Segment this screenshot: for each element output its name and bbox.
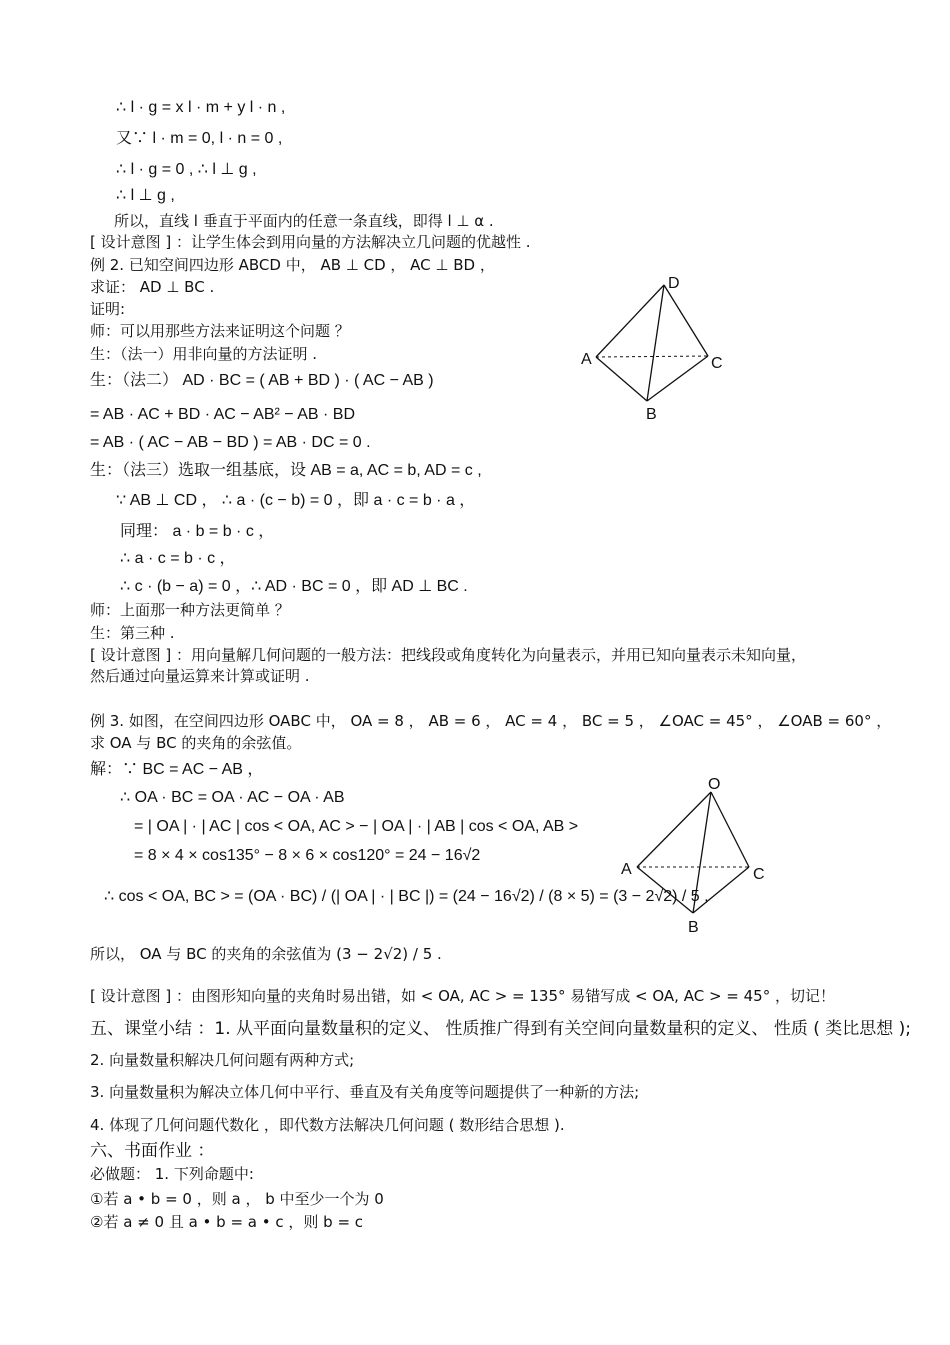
list-item: ①若 a • b = 0 ，则 a ， b 中至少一个为 0 [90, 1190, 384, 1208]
design-intent-note: [ 设计意图 ] ：用向量解几何问题的一般方法：把线段或角度转化为向量表示，并用已知向量表示未知向量， [90, 646, 807, 664]
text-line: = | OA | · | AC | cos < OA, AC > − | OA | · | AB | cos < OA, AB > [134, 818, 579, 835]
edge-ac-hidden [596, 356, 708, 357]
edge-ob [693, 792, 711, 913]
tetrahedron-figure-abcd [570, 268, 740, 428]
vertex-label-a: A [581, 351, 592, 368]
text-line: 生：（法三）选取一组基底，设 AB = a, AC = b, AD = c , [90, 462, 482, 479]
text-line: 师：上面那一种方法更简单 ？ [90, 601, 290, 619]
vertex-label-a: A [621, 861, 632, 878]
text-line: 生：（法二） AD · BC = ( AB + BD ) · ( AC − AB ) [90, 372, 434, 389]
text-line: 4. 体现了几何问题代数化 ，即代数方法解决几何问题 ( 数形结合思想 ). [90, 1116, 565, 1134]
text-line: = AB · ( AC − AB − BD ) = AB · DC = 0 . [90, 434, 371, 451]
vertex-label-b: B [646, 406, 657, 423]
text-line: ∴ a · c = b · c ， [120, 550, 236, 567]
text-line: 师：可以用那些方法来证明这个问题 ？ [90, 322, 350, 340]
text-line: = 8 × 4 × cos135° − 8 × 6 × cos120° = 24 − 16√2 [134, 847, 481, 864]
text-line: 又∵ l · m = 0, l · n = 0 , [116, 130, 283, 147]
text-line: 求 OA 与 BC 的夹角的余弦值。 [90, 734, 302, 752]
vertex-label-c: C [753, 866, 765, 883]
tetrahedron-figure-oabc [615, 770, 785, 940]
list-item: ②若 a ≠ 0 且 a • b = a • c ，则 b = c [90, 1213, 364, 1231]
text-line: ∵ AB ⊥ CD ， ∴ a · (c − b) = 0 ，即 a · c = b · a ， [116, 492, 476, 509]
edge-ab [637, 867, 693, 913]
edge-oa [637, 792, 711, 867]
edge-oc [711, 792, 749, 867]
edge-db [647, 285, 664, 401]
text-line: ∴ OA · BC = OA · AC − OA · AB [120, 789, 345, 806]
edge-cb [693, 867, 749, 913]
text-line: 2. 向量数量积解决几何问题有两种方式; [90, 1051, 355, 1069]
text-line: 3. 向量数量积为解决立体几何中平行、垂直及有关角度等问题提供了一种新的方法; [90, 1083, 640, 1101]
edge-cb [647, 356, 708, 401]
text-line: ∴ l · g = 0 , ∴ l ⊥ g , [116, 161, 257, 178]
vertex-label-o: O [708, 776, 721, 793]
text-line: 解：∵ BC = AC − AB ， [90, 761, 264, 778]
example-2-statement: 例 2. 已知空间四边形 ABCD 中， AB ⊥ CD ， AC ⊥ BD ， [90, 256, 495, 274]
design-intent-note: [ 设计意图 ] ：由图形知向量的夹角时易出错，如 < OA, AC > = 135° 易错写成 < OA, AC > = 45° ，切记！ [90, 987, 835, 1005]
text-line: = AB · AC + BD · AC − AB² − AB · BD [90, 406, 355, 423]
text-line: 生：第三种 . [90, 624, 175, 642]
text-line: 同理： a · b = b · c ， [120, 523, 275, 540]
text-line: ∴ cos < OA, BC > = (OA · BC) / (| OA | · | BC |) = (24 − 16√2) / (8 × 5) = (3 − 2√2) / 5 , [104, 888, 709, 905]
example-3-statement: 例 3. 如图，在空间四边形 OABC 中， OA = 8 ， AB = 6 ， AC = 4 ， BC = 5 ， ∠OAC = 45° ， ∠OAB = 60° ， [90, 712, 892, 730]
design-intent-note: [ 设计意图 ] ：让学生体会到用向量的方法解决立几问题的优越性 . [90, 233, 531, 251]
text-line: 证明: [90, 300, 126, 318]
vertex-label-b: B [688, 919, 699, 936]
text-line: 然后通过向量运算来计算或证明 . [90, 667, 310, 685]
edge-ab [596, 357, 647, 401]
text-line: ∴ l · g = x l · m + y l · n , [116, 99, 286, 116]
text-line: 求证： AD ⊥ BC . [90, 278, 215, 296]
section-homework-heading: 六、书面作业 ： [90, 1141, 215, 1161]
vertex-label-d: D [668, 275, 680, 292]
text-line: 所以，直线 l 垂直于平面内的任意一条直线，即得 l ⊥ α . [114, 212, 494, 230]
text-line: ∴ l ⊥ g , [116, 187, 175, 204]
edge-da [596, 285, 664, 357]
vertex-label-c: C [711, 355, 723, 372]
text-line: 生：（法一）用非向量的方法证明 . [90, 345, 318, 363]
text-line: 所以， OA 与 BC 的夹角的余弦值为 (3 − 2√2) / 5 . [90, 945, 442, 963]
text-line: 必做题： 1. 下列命题中: [90, 1165, 254, 1183]
section-summary-heading: 五、课堂小结 ：1. 从平面向量数量积的定义、 性质推广得到有关空间向量数量积的定义、 性质 ( 类比思想 ); [90, 1019, 912, 1039]
text-line: ∴ c · (b − a) = 0 ，∴ AD · BC = 0 ，即 AD ⊥ BC . [120, 578, 468, 595]
edge-dc [664, 285, 708, 356]
